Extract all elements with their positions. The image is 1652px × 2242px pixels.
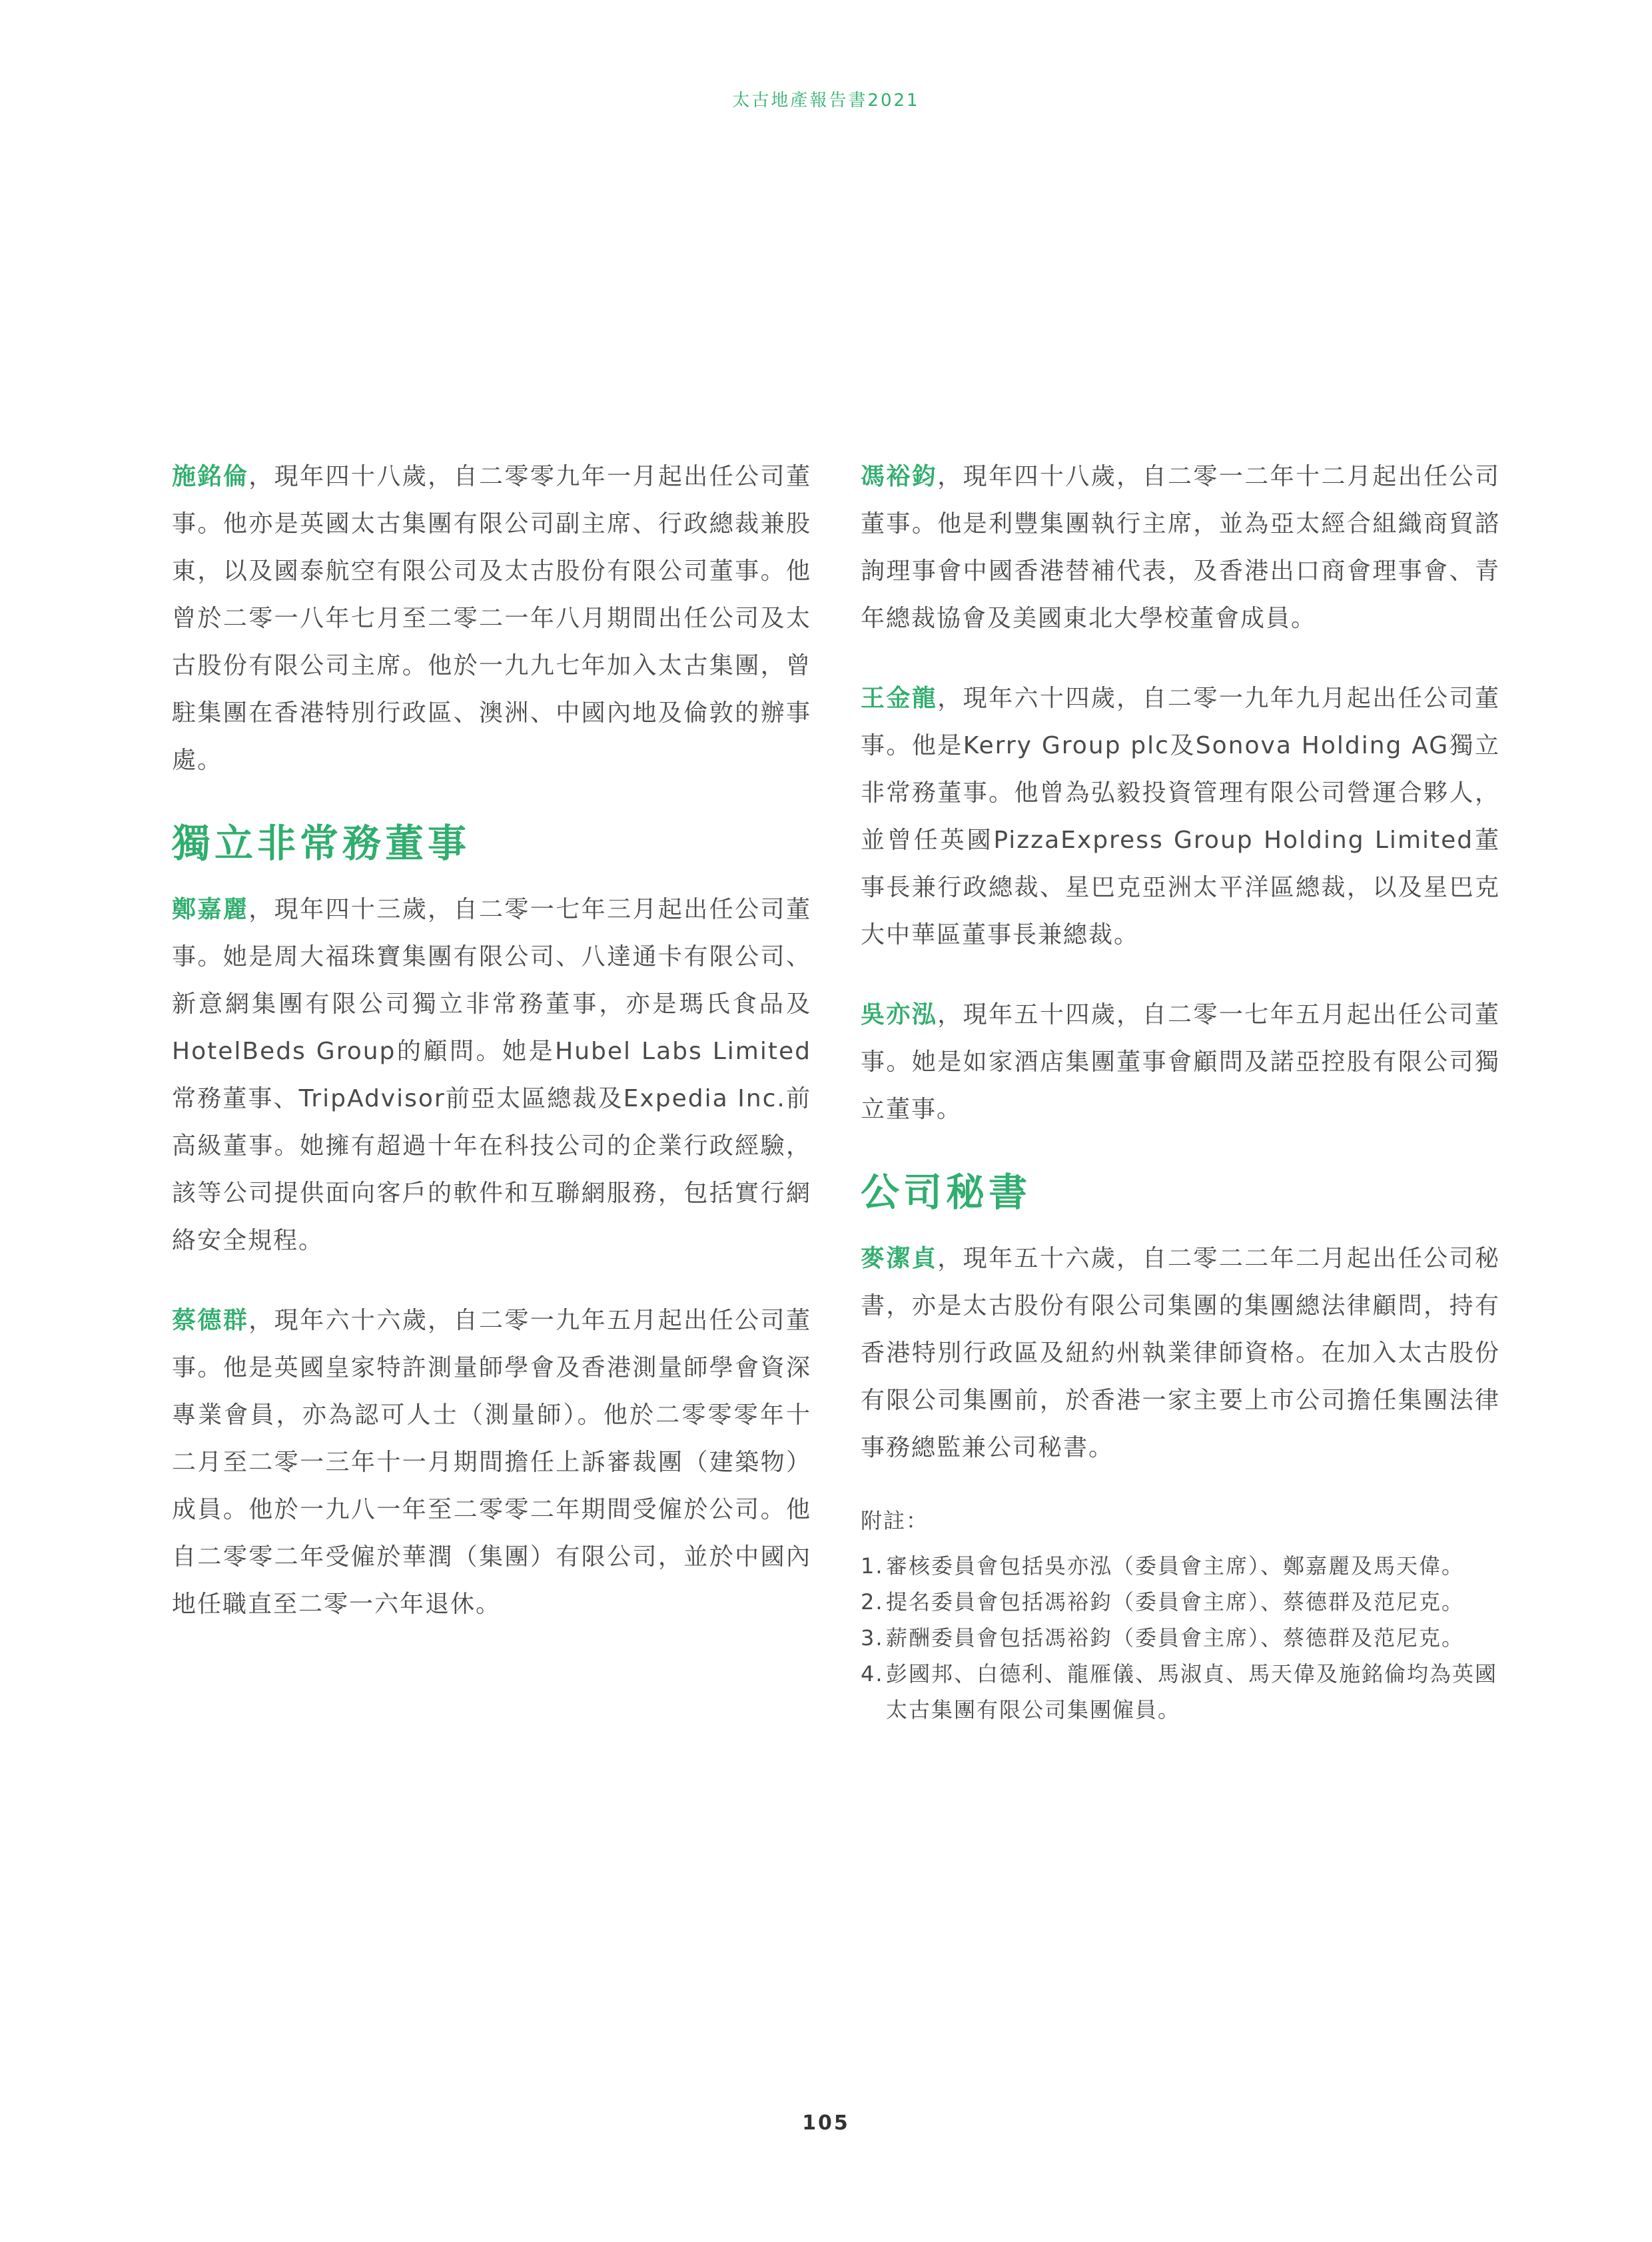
- note-item: [861, 1656, 1500, 1728]
- note-number: 1.: [861, 1553, 884, 1579]
- notes-title: 附註：: [861, 1508, 929, 1533]
- note-item: [861, 1620, 1500, 1656]
- note-number: 2.: [861, 1589, 884, 1615]
- note-item: [861, 1548, 1500, 1584]
- bio-text: ，現年六十四歲，自二零一九年九月起出任公司董事。他是Kerry Group plc及Sonova Holding AG獨立非常務董事。他曾為弘毅投資管理有限公司營運合夥人，並曾任英國PizzaExpress Group Holding Limited董事長兼行政總裁、星巴克亞洲太平洋區總裁，以及星巴克大中華區董事長兼總裁。: [861, 685, 1500, 948]
- bio-text: ，現年四十八歲，自二零一二年十二月起出任公司董事。他是利豐集團執行主席，並為亞太經合組織商貿諮詢理事會中國香港替補代表，及香港出口商會理事會、青年總裁協會及美國東北大學校董會成員。: [861, 463, 1500, 632]
- note-number: 4.: [861, 1661, 884, 1686]
- bio-paragraph: [172, 886, 811, 1264]
- director-name: 蔡德群: [172, 1307, 249, 1334]
- bio-text: ，現年四十八歲，自二零零九年一月起出任公司董事。他亦是英國太古集團有限公司副主席、行政總裁兼股東，以及國泰航空有限公司及太古股份有限公司董事。他曾於二零一八年七月至二零二一年八月期間出任公司及太古股份有限公司主席。他於一九九七年加入太古集團，曾駐集團在香港特別行政區、澳洲、中國內地及倫敦的辦事處。: [172, 463, 811, 774]
- note-number: 3.: [861, 1625, 884, 1651]
- bio-text: ，現年六十六歲，自二零一九年五月起出任公司董事。他是英國皇家特許測量師學會及香港測量師學會資深專業會員，亦為認可人士（測量師）。他於二零零零年十二月至二零一三年十一月期間擔任上訴審裁團（建築物）成員。他於一九八一年至二零零二年期間受僱於公司。他自二零零二年受僱於華潤（集團）有限公司，並於中國內地任職直至二零一六年退休。: [172, 1307, 811, 1618]
- left-column: [172, 453, 811, 1661]
- bio-text: ，現年五十四歲，自二零一七年五月起出任公司董事。她是如家酒店集團董事會顧問及諾亞控股有限公司獨立董事。: [861, 1001, 1500, 1123]
- bio-text: ，現年五十六歲，自二零二二年二月起出任公司秘書，亦是太古股份有限公司集團的集團總法律顧問，持有香港特別行政區及紐約州執業律師資格。在加入太古股份有限公司集團前，於香港一家主要上市公司擔任集團法律事務總監兼公司秘書。: [861, 1245, 1500, 1461]
- bio-paragraph: [861, 453, 1500, 642]
- section-heading-company-secretary: 公司秘書: [861, 1170, 1032, 1215]
- note-text: 薪酬委員會包括馮裕鈞（委員會主席）、蔡德群及范尼克。: [886, 1625, 1465, 1651]
- director-name: 吳亦泓: [861, 1001, 938, 1028]
- bio-paragraph: [172, 453, 811, 784]
- section-heading-independent-directors: 獨立非常務董事: [172, 821, 471, 866]
- note-item: [861, 1584, 1500, 1620]
- report-title: 太古地產報告書2021: [732, 91, 920, 111]
- bio-paragraph: [861, 1235, 1500, 1471]
- right-column: [861, 453, 1500, 1728]
- bio-paragraph: [861, 991, 1500, 1133]
- note-text: 彭國邦、白德利、龍雁儀、馬淑貞、馬天偉及施銘倫均為英國太古集團有限公司集團僱員。: [886, 1661, 1498, 1722]
- director-name: 施銘倫: [172, 463, 249, 490]
- director-name: 鄭嘉麗: [172, 896, 249, 923]
- note-text: 審核委員會包括吳亦泓（委員會主席）、鄭嘉麗及馬天偉。: [886, 1553, 1465, 1579]
- director-name: 王金龍: [861, 685, 938, 712]
- director-name: 馮裕鈞: [861, 463, 938, 490]
- page-number: 105: [802, 2111, 850, 2135]
- bio-paragraph: [861, 675, 1500, 958]
- bio-text: ，現年四十三歲，自二零一七年三月起出任公司董事。她是周大福珠寶集團有限公司、八達通卡有限公司、新意網集團有限公司獨立非常務董事，亦是瑪氏食品及HotelBeds Group的顧問。她是Hubel Labs Limited常務董事、TripAdvisor前亞太區總裁及Expedia Inc.前高級董事。她擁有超過十年在科技公司的企業行政經驗，該等公司提供面向客戶的軟件和互聯網服務，包括實行網絡安全規程。: [172, 896, 811, 1254]
- secretary-name: 麥潔貞: [861, 1245, 938, 1272]
- note-text: 提名委員會包括馮裕鈞（委員會主席）、蔡德群及范尼克。: [886, 1589, 1465, 1615]
- bio-paragraph: [172, 1297, 811, 1628]
